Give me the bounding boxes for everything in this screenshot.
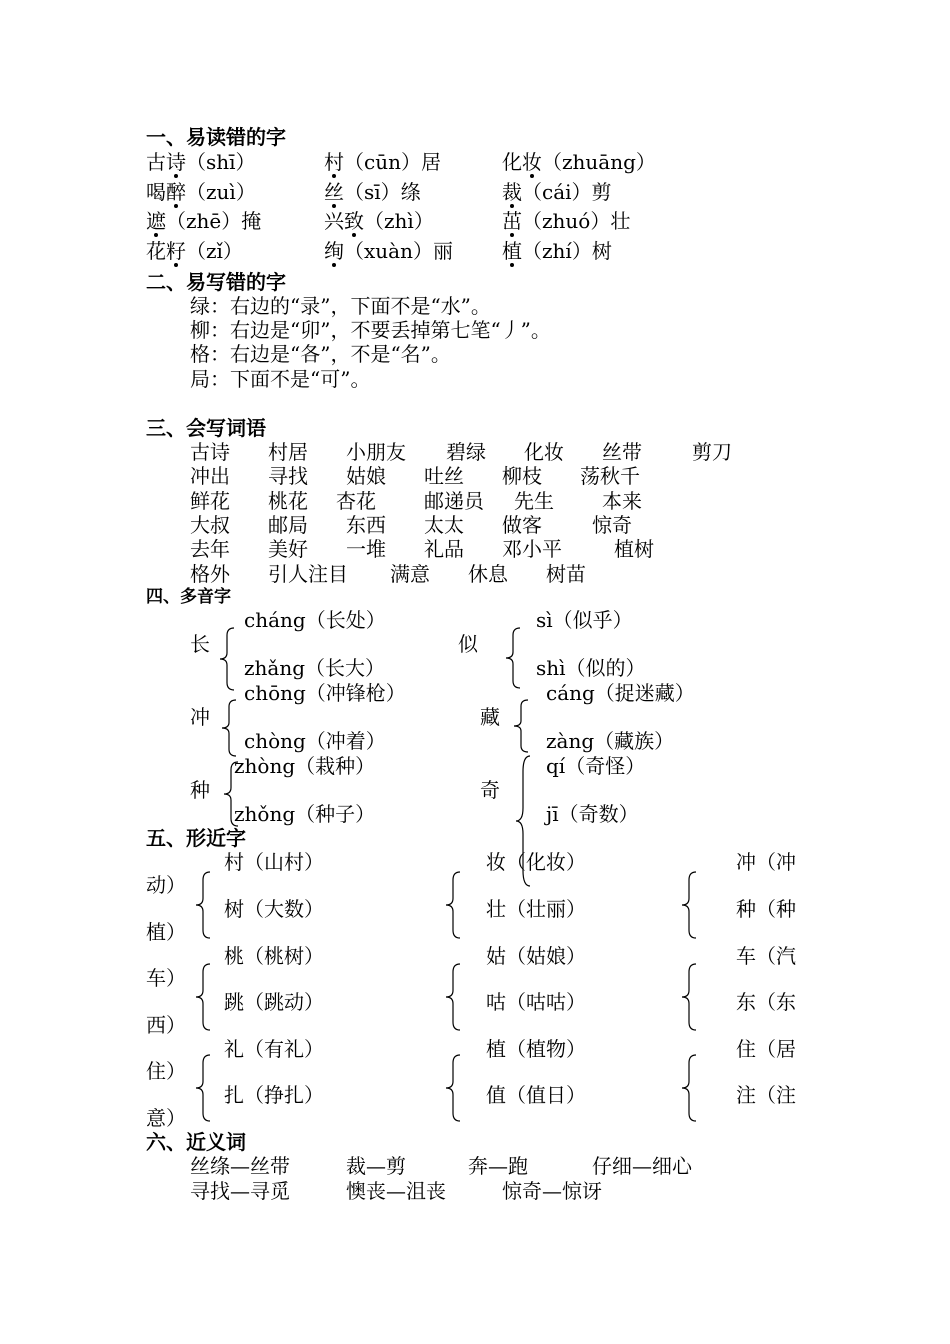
reading-1: sì（似乎） <box>536 608 633 632</box>
emphasized-character: 妆 <box>522 150 542 174</box>
polyphone-character: 奇 <box>480 778 500 802</box>
pinyin-note: （xuàn）丽 <box>344 239 453 263</box>
miswritten-line-3: 格：右边是“各”，不是“名”。 <box>190 342 451 366</box>
brace-icon <box>222 700 236 756</box>
brace-icon <box>196 964 210 1030</box>
vocabulary-word: 礼品 <box>424 537 464 561</box>
polyphone-character: 藏 <box>480 705 500 729</box>
reading-2: zàng（藏族） <box>546 729 675 753</box>
vocabulary-word: 格外 <box>190 562 230 586</box>
wrapped-fragment: 意） <box>146 1106 186 1130</box>
reading-1: qí（奇怪） <box>546 754 646 778</box>
emphasized-character: 致 <box>344 209 364 233</box>
emphasized-character: 植 <box>502 239 522 263</box>
similar-char-col2: 植（植物） <box>486 1037 586 1061</box>
vocabulary-word: 植树 <box>614 537 654 561</box>
vocabulary-word: 引人注目 <box>268 562 348 586</box>
polyphone-character: 似 <box>458 632 478 656</box>
item-prefix: 花 <box>146 239 166 263</box>
vocabulary-word: 本来 <box>602 489 642 513</box>
pinyin-note: （cái）剪 <box>522 180 612 204</box>
brace-icon <box>220 628 234 690</box>
miswritten-line-2: 柳：右边是“卯”，不要丢掉第七笔“丿”。 <box>190 318 551 342</box>
misread-item <box>146 180 256 204</box>
reading-1: chōng（冲锋枪） <box>244 681 406 705</box>
vocabulary-word: 吐丝 <box>424 464 464 488</box>
vocabulary-word: 化妆 <box>524 440 564 464</box>
misread-item <box>502 180 612 204</box>
similar-char-col3: 种（种 <box>736 897 796 921</box>
pinyin-note: （zhē）掩 <box>166 209 262 233</box>
reading-1: cáng（捉迷藏） <box>546 681 695 705</box>
vocabulary-word: 先生 <box>514 489 554 513</box>
item-prefix: 化 <box>502 150 522 174</box>
brace-icon <box>682 1055 696 1121</box>
synonym-pair: 仔细—细心 <box>592 1154 692 1178</box>
synonym-pair: 裁—剪 <box>346 1154 406 1178</box>
pinyin-note: （zhí）树 <box>522 239 612 263</box>
reading-1: cháng（长处） <box>244 608 386 632</box>
similar-char-col3: 车（汽 <box>736 944 796 968</box>
similar-char-col1: 桃（桃树） <box>224 944 324 968</box>
similar-char-col1: 村（山村） <box>224 850 324 874</box>
vocabulary-word: 桃花 <box>268 489 308 513</box>
emphasized-character: 醉 <box>166 180 186 204</box>
reading-2: shì（似的） <box>536 656 646 680</box>
vocabulary-word: 柳枝 <box>502 464 542 488</box>
vocabulary-word: 做客 <box>502 513 542 537</box>
similar-char-col1: 跳（跳动） <box>224 990 324 1014</box>
brace-icon <box>682 964 696 1030</box>
vocabulary-word: 邓小平 <box>502 537 562 561</box>
reading-1: zhòng（栽种） <box>234 754 376 778</box>
polyphone-character: 种 <box>190 778 210 802</box>
emphasized-character: 茁 <box>502 209 522 233</box>
vocabulary-word: 碧绿 <box>446 440 486 464</box>
item-prefix: 兴 <box>324 209 344 233</box>
vocabulary-word: 荡秋千 <box>580 464 640 488</box>
section-title-4: 四、多音字 <box>146 587 231 607</box>
similar-char-col3: 东（东 <box>736 990 796 1014</box>
similar-char-col2: 姑（姑娘） <box>486 944 586 968</box>
wrapped-fragment: 车） <box>146 966 186 990</box>
pinyin-note: （zhì） <box>364 209 434 233</box>
brace-icon <box>506 628 520 688</box>
vocabulary-word: 古诗 <box>190 440 230 464</box>
item-prefix: 喝 <box>146 180 166 204</box>
vocabulary-word: 邮递员 <box>424 489 484 513</box>
vocabulary-word: 满意 <box>390 562 430 586</box>
emphasized-character: 村 <box>324 150 344 174</box>
vocabulary-word: 鲜花 <box>190 489 230 513</box>
brace-icon <box>196 1055 210 1121</box>
vocabulary-word: 美好 <box>268 537 308 561</box>
vocabulary-word: 东西 <box>346 513 386 537</box>
miswritten-line-4: 局：下面不是“可”。 <box>190 367 371 391</box>
misread-item <box>324 209 434 233</box>
misread-item <box>146 209 261 233</box>
emphasized-character: 籽 <box>166 239 186 263</box>
item-prefix: 古 <box>146 150 166 174</box>
misread-item <box>324 150 441 174</box>
wrapped-fragment: 住） <box>146 1059 186 1083</box>
misread-item <box>502 239 612 263</box>
emphasized-character: 遮 <box>146 209 166 233</box>
misread-item <box>502 209 630 233</box>
pinyin-note: （cūn）居 <box>344 150 441 174</box>
brace-icon <box>682 872 696 938</box>
similar-char-col1: 礼（有礼） <box>224 1037 324 1061</box>
polyphone-character: 长 <box>190 632 210 656</box>
section-title-6: 六、近义词 <box>146 1130 246 1154</box>
emphasized-character: 丝 <box>324 180 344 204</box>
synonym-pair: 丝绦—丝带 <box>190 1154 290 1178</box>
brace-icon <box>446 872 460 938</box>
similar-char-col3: 注（注 <box>736 1083 796 1107</box>
vocabulary-word: 休息 <box>468 562 508 586</box>
similar-char-col2: 妆（化妆） <box>486 850 586 874</box>
brace-icon <box>224 762 238 826</box>
vocabulary-word: 大叔 <box>190 513 230 537</box>
section-title-2: 二、易写错的字 <box>146 270 286 294</box>
reading-2: zhǒng（种子） <box>234 802 376 826</box>
vocabulary-word: 一堆 <box>346 537 386 561</box>
emphasized-character: 诗 <box>166 150 186 174</box>
synonym-pair: 奔—跑 <box>468 1154 528 1178</box>
vocabulary-word: 去年 <box>190 537 230 561</box>
wrapped-fragment: 动） <box>146 873 186 897</box>
similar-char-col1: 扎（挣扎） <box>224 1083 324 1107</box>
similar-char-col2: 壮（壮丽） <box>486 897 586 921</box>
wrapped-fragment: 西） <box>146 1013 186 1037</box>
misread-item <box>146 150 256 174</box>
vocabulary-word: 姑娘 <box>346 464 386 488</box>
reading-2: chòng（冲着） <box>244 729 386 753</box>
vocabulary-word: 树苗 <box>546 562 586 586</box>
vocabulary-word: 寻找 <box>268 464 308 488</box>
similar-char-col2: 咕（咕咕） <box>486 990 586 1014</box>
misread-item <box>324 239 453 263</box>
wrapped-fragment: 植） <box>146 920 186 944</box>
section-title-1: 一、易读错的字 <box>146 125 286 149</box>
emphasized-character: 绚 <box>324 239 344 263</box>
brace-icon <box>446 1055 460 1121</box>
pinyin-note: （sī）绦 <box>344 180 421 204</box>
misread-item <box>502 150 656 174</box>
similar-char-col2: 值（值日） <box>486 1083 586 1107</box>
vocabulary-word: 惊奇 <box>592 513 632 537</box>
brace-icon <box>514 700 528 752</box>
vocabulary-word: 杏花 <box>336 489 376 513</box>
brace-icon <box>446 964 460 1030</box>
pinyin-note: （zhuó）壮 <box>522 209 631 233</box>
similar-char-col1: 树（大数） <box>224 897 324 921</box>
pinyin-note: （zuì） <box>186 180 256 204</box>
reading-2: zhǎng（长大） <box>244 656 386 680</box>
vocabulary-word: 小朋友 <box>346 440 406 464</box>
emphasized-character: 裁 <box>502 180 522 204</box>
pinyin-note: （zhuāng） <box>542 150 656 174</box>
reading-2: jī（奇数） <box>546 802 639 826</box>
miswritten-line-1: 绿：右边的“录”，下面不是“水”。 <box>190 294 491 318</box>
vocabulary-word: 丝带 <box>602 440 642 464</box>
vocabulary-word: 冲出 <box>190 464 230 488</box>
pinyin-note: （shī） <box>186 150 256 174</box>
similar-char-col3: 冲（冲 <box>736 850 796 874</box>
section-title-3: 三、会写词语 <box>146 416 266 440</box>
synonym-pair: 惊奇—惊讶 <box>502 1179 602 1203</box>
polyphone-character: 冲 <box>190 705 210 729</box>
vocabulary-word: 剪刀 <box>692 440 732 464</box>
synonym-pair: 懊丧—沮丧 <box>346 1179 446 1203</box>
misread-item <box>324 180 421 204</box>
pinyin-note: （zǐ） <box>186 239 243 263</box>
misread-item <box>146 239 243 263</box>
section-title-5: 五、形近字 <box>146 826 246 850</box>
vocabulary-word: 太太 <box>424 513 464 537</box>
brace-icon <box>196 872 210 938</box>
similar-char-col3: 住（居 <box>736 1037 796 1061</box>
synonym-pair: 寻找—寻觅 <box>190 1179 290 1203</box>
vocabulary-word: 邮局 <box>268 513 308 537</box>
vocabulary-word: 村居 <box>268 440 308 464</box>
